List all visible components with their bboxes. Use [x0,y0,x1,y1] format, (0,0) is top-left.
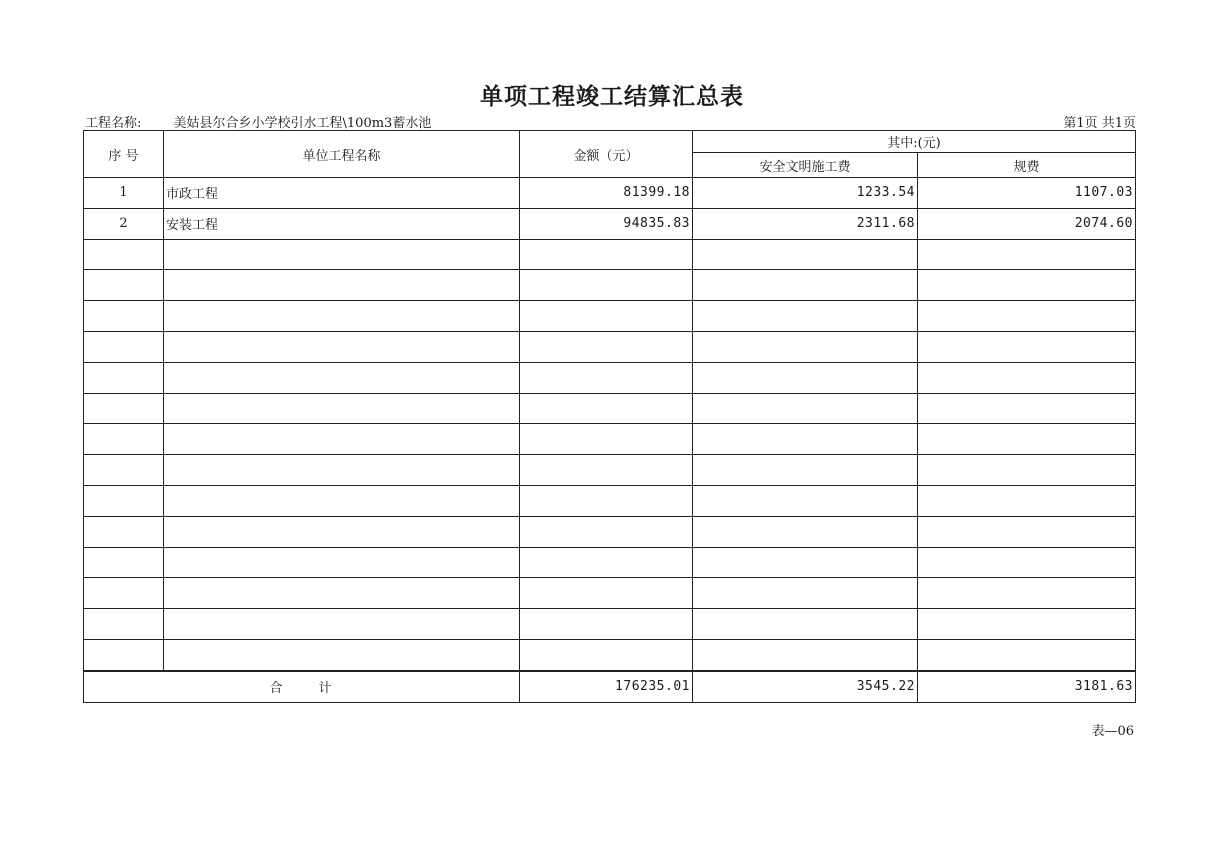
row-unit-name [164,301,520,332]
table-row [84,362,1136,393]
table-row [84,178,1136,209]
row-unit-name [164,639,520,670]
row-safety-fee [693,331,918,362]
row-seq [84,455,164,486]
total-amount: 176235.01 [520,671,693,703]
row-regulatory-fee [918,639,1136,670]
row-safety-fee [693,270,918,301]
row-amount: 81399.18 [520,178,693,209]
row-safety-fee [693,547,918,578]
row-seq [84,270,164,301]
document-title: 单项工程竣工结算汇总表 [480,84,744,110]
row-amount [520,516,693,547]
row-unit-name [164,516,520,547]
row-amount [520,578,693,609]
header-seq: 序 号 [84,131,164,178]
header-unit-name: 单位工程名称 [164,131,520,178]
project-info [85,112,431,131]
header-amount: 金额（元） [520,131,693,178]
row-regulatory-fee [918,270,1136,301]
row-seq [84,331,164,362]
page-info: 第1页 共1页 [1063,116,1136,131]
row-regulatory-fee [918,578,1136,609]
row-amount [520,547,693,578]
table-row [84,485,1136,516]
row-seq [84,485,164,516]
header-regulatory-fee: 规费 [918,153,1136,178]
row-amount [520,609,693,640]
row-safety-fee [693,455,918,486]
table-body [84,178,1136,671]
table-row [84,331,1136,362]
project-label: 工程名称: [85,116,142,131]
row-seq [84,424,164,455]
row-seq: 2 [84,208,164,239]
total-regulatory-fee: 3181.63 [918,671,1136,703]
row-unit-name [164,609,520,640]
row-unit-name [164,547,520,578]
row-safety-fee [693,239,918,270]
table-row [84,393,1136,424]
header-safety-fee: 安全文明施工费 [693,153,918,178]
row-safety-fee [693,485,918,516]
row-regulatory-fee [918,455,1136,486]
project-info-bar [85,112,1136,131]
row-amount [520,393,693,424]
table-row [84,239,1136,270]
row-safety-fee [693,301,918,332]
row-seq [84,301,164,332]
row-seq [84,609,164,640]
row-amount [520,362,693,393]
row-unit-name [164,270,520,301]
total-row [84,671,1136,703]
row-safety-fee [693,609,918,640]
row-unit-name: 安装工程 [164,208,520,239]
summary-table [83,130,1136,703]
total-safety-fee: 3545.22 [693,671,918,703]
row-regulatory-fee [918,331,1136,362]
row-safety-fee [693,578,918,609]
table-row [84,270,1136,301]
table-row [84,301,1136,332]
header-breakdown-group: 其中:(元) [693,131,1136,153]
row-amount [520,239,693,270]
row-safety-fee [693,393,918,424]
table-row [84,547,1136,578]
row-seq [84,516,164,547]
row-seq: 1 [84,178,164,209]
row-amount: 94835.83 [520,208,693,239]
row-regulatory-fee [918,301,1136,332]
row-safety-fee [693,362,918,393]
row-amount [520,424,693,455]
row-seq [84,393,164,424]
row-amount [520,301,693,332]
row-seq [84,547,164,578]
row-seq [84,578,164,609]
table-row [84,609,1136,640]
row-regulatory-fee: 1107.03 [918,178,1136,209]
row-seq [84,639,164,670]
row-amount [520,455,693,486]
row-amount [520,331,693,362]
table-row [84,208,1136,239]
total-label: 合计 [84,671,520,703]
row-safety-fee: 2311.68 [693,208,918,239]
row-safety-fee [693,516,918,547]
row-unit-name: 市政工程 [164,178,520,209]
row-unit-name [164,362,520,393]
row-regulatory-fee [918,239,1136,270]
row-seq [84,362,164,393]
row-unit-name [164,393,520,424]
row-regulatory-fee [918,516,1136,547]
row-regulatory-fee [918,609,1136,640]
row-regulatory-fee [918,485,1136,516]
row-unit-name [164,424,520,455]
form-code: 表—06 [1091,724,1134,739]
row-amount [520,639,693,670]
row-unit-name [164,578,520,609]
row-amount [520,270,693,301]
row-unit-name [164,331,520,362]
row-safety-fee [693,639,918,670]
row-safety-fee [693,424,918,455]
row-safety-fee: 1233.54 [693,178,918,209]
row-regulatory-fee [918,424,1136,455]
row-unit-name [164,239,520,270]
table-row [84,516,1136,547]
table-row [84,455,1136,486]
row-regulatory-fee [918,362,1136,393]
project-name: 美姑县尔合乡小学校引水工程\100m3蓄水池 [173,116,432,131]
row-regulatory-fee [918,393,1136,424]
row-unit-name [164,455,520,486]
table-row [84,639,1136,670]
table-row [84,578,1136,609]
row-regulatory-fee: 2074.60 [918,208,1136,239]
row-unit-name [164,485,520,516]
row-seq [84,239,164,270]
table-row [84,424,1136,455]
row-regulatory-fee [918,547,1136,578]
row-amount [520,485,693,516]
